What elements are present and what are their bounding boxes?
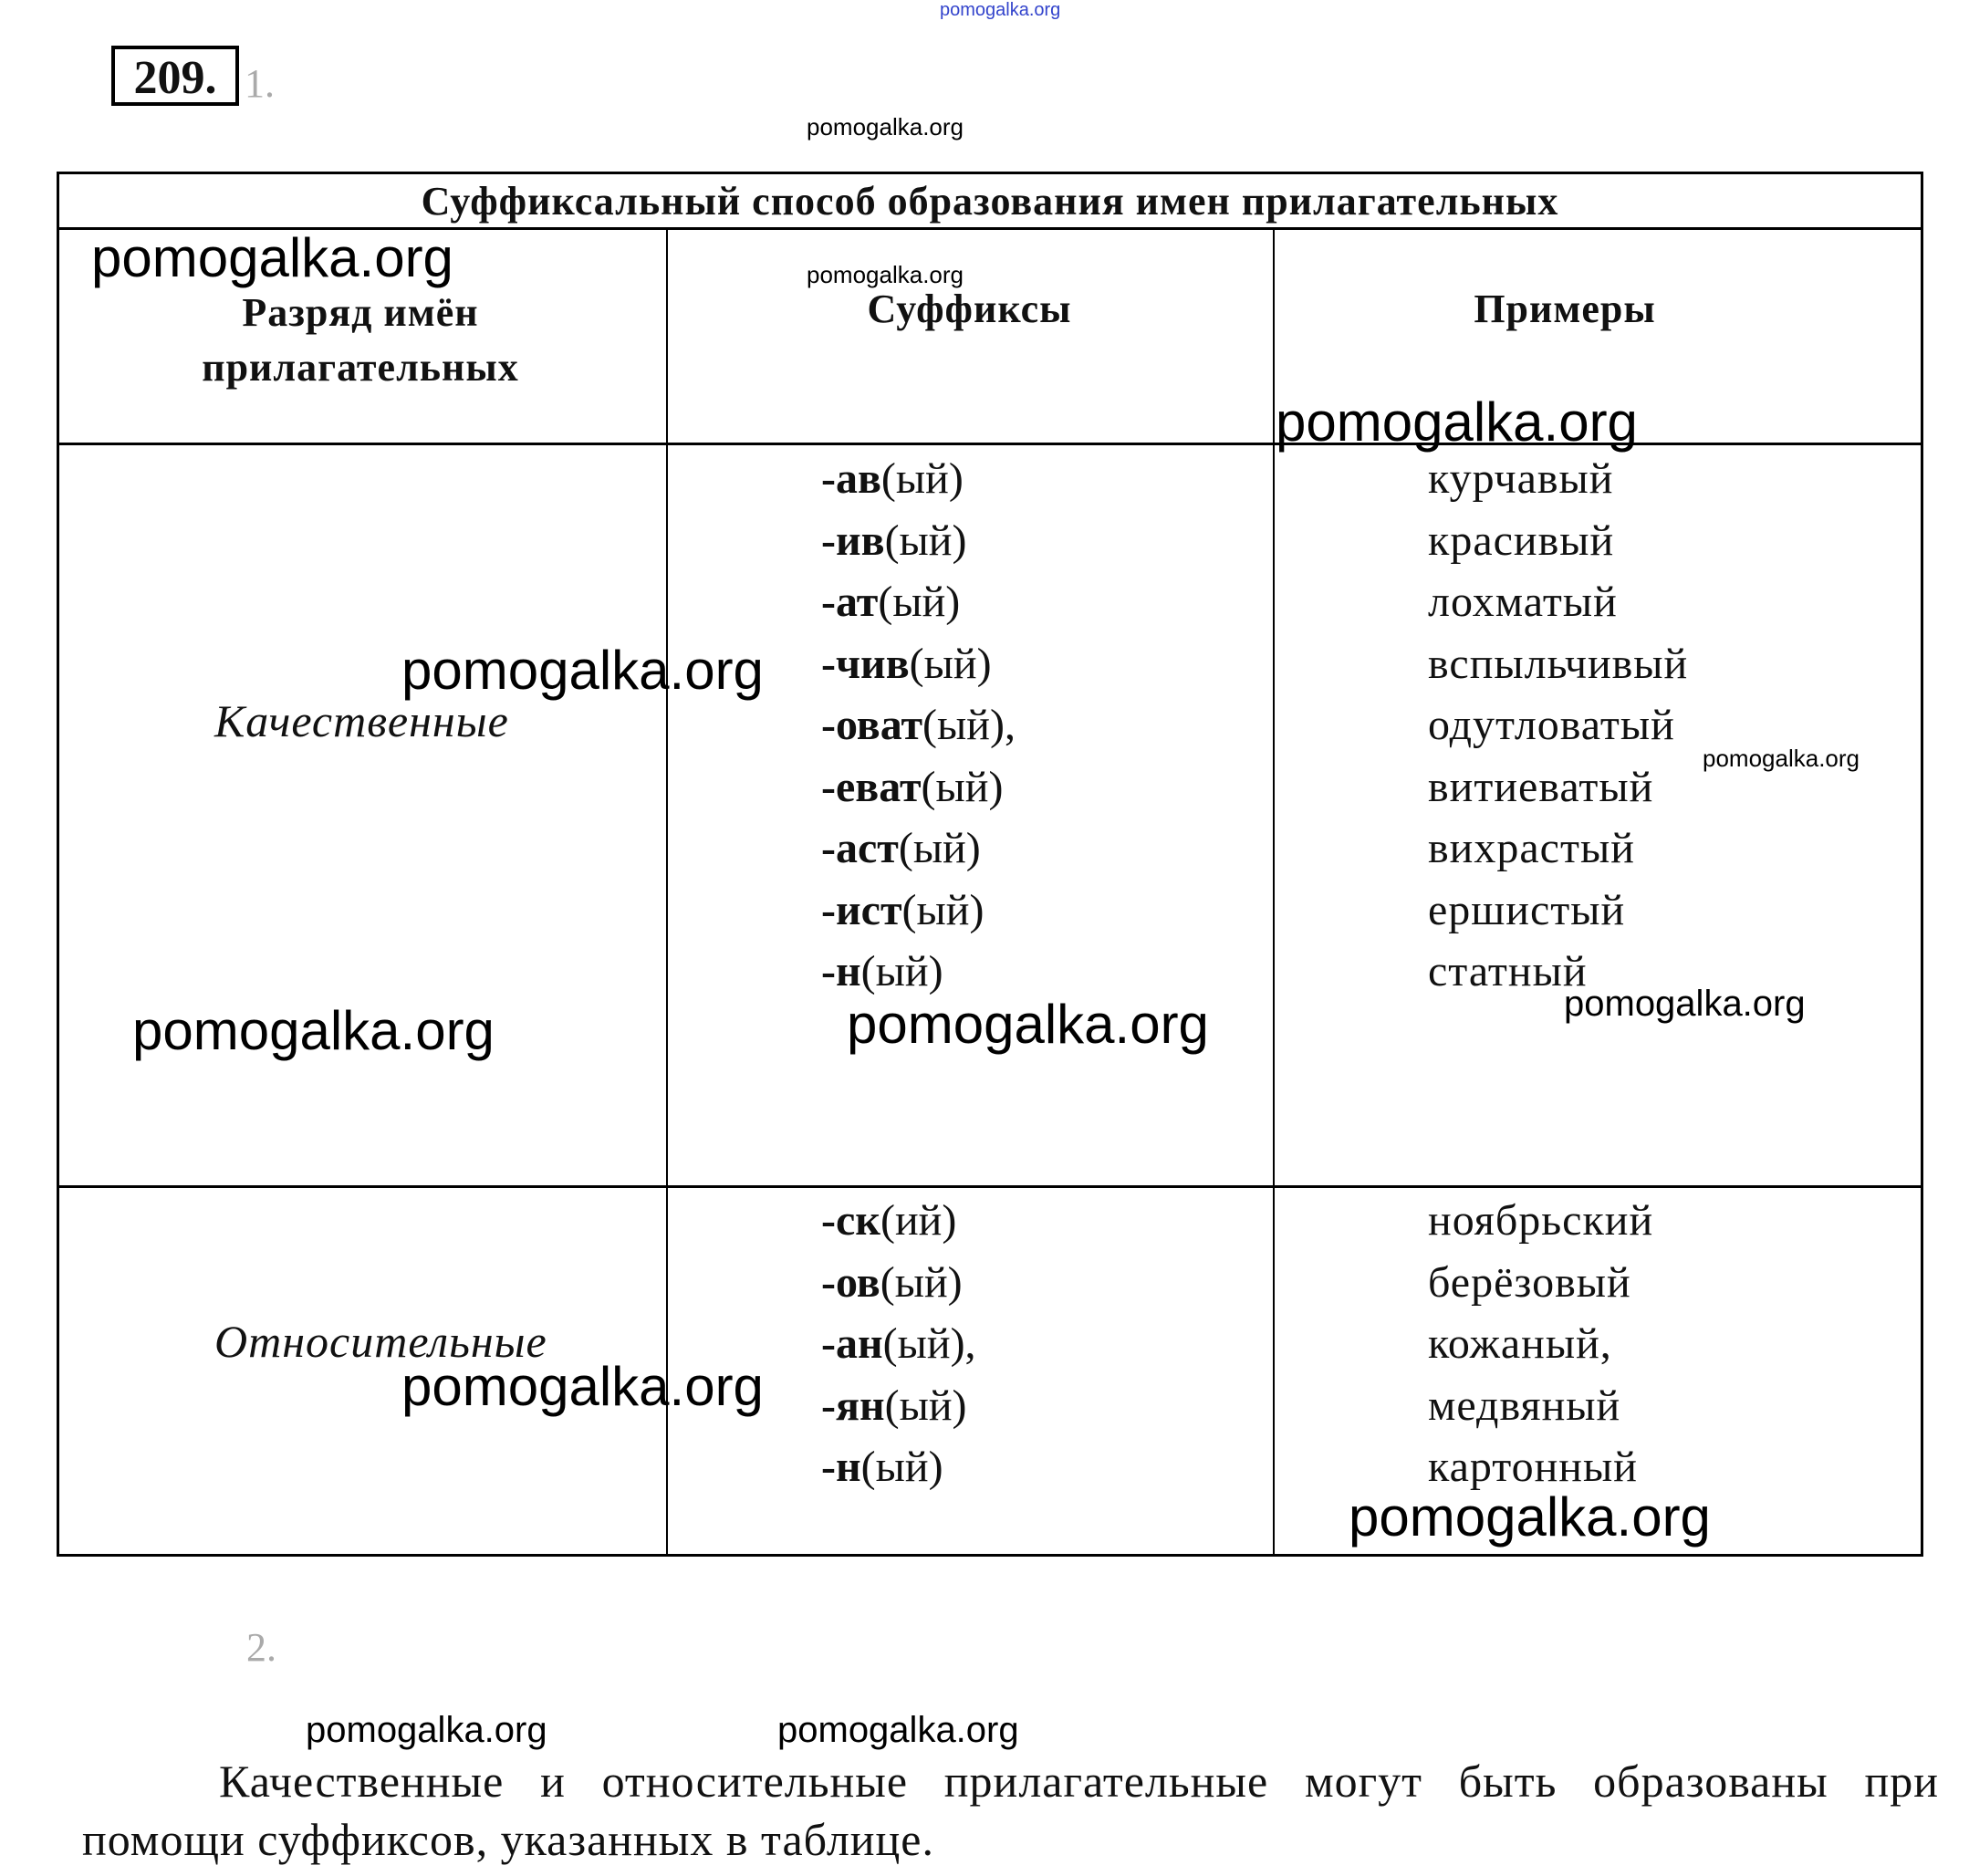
suffix-item: -еват(ый) <box>821 762 1004 811</box>
suffix-item: -аст(ый) <box>821 824 981 872</box>
example-item: кожаный, <box>1428 1319 1612 1368</box>
example-item: вихрастый <box>1428 824 1635 872</box>
suffix-table <box>57 172 1923 1557</box>
suffix-list <box>821 1190 976 1498</box>
watermark: pomogalka.org <box>777 1710 1019 1750</box>
suffix-list <box>821 448 1016 1003</box>
suffix-item: -ов(ый) <box>821 1257 963 1307</box>
example-item: картонный <box>1428 1443 1638 1491</box>
category-relative: Относительные <box>214 1316 547 1367</box>
suffix-item: -ан(ый), <box>821 1319 976 1368</box>
example-item: вспыльчивый <box>1428 639 1689 688</box>
example-item: лохматый <box>1428 578 1618 626</box>
suffix-item: -ат(ый) <box>821 578 961 626</box>
example-item: ноябрьский <box>1428 1196 1654 1245</box>
example-item: ершистый <box>1428 885 1626 934</box>
watermark: pomogalka.org <box>401 640 764 701</box>
watermark: pomogalka.org <box>807 261 964 288</box>
suffix-item: -оват(ый), <box>821 701 1016 749</box>
watermark: pomogalka.org <box>1564 984 1806 1024</box>
watermark: pomogalka.org <box>1276 391 1638 453</box>
part2-label: 2. <box>246 1625 276 1670</box>
suffix-item: -ист(ый) <box>821 885 984 934</box>
watermark: pomogalka.org <box>306 1710 547 1750</box>
watermark-top: pomogalka.org <box>940 0 1061 20</box>
suffix-item: -ск(ий) <box>821 1196 957 1245</box>
watermark: pomogalka.org <box>847 994 1209 1055</box>
table-title: Суффиксальный способ образования имен прилагательных <box>421 179 1559 224</box>
divider <box>59 443 1921 445</box>
suffix-item: -ян(ый) <box>821 1381 967 1430</box>
suffix-item: -н(ый) <box>821 1443 943 1491</box>
example-item: статный <box>1428 947 1588 995</box>
example-item: витиеватый <box>1428 762 1654 811</box>
watermark: pomogalka.org <box>401 1356 764 1417</box>
example-item: берёзовый <box>1428 1257 1631 1307</box>
suffix-item: -ив(ый) <box>821 516 967 565</box>
suffix-item: -ав(ый) <box>821 454 964 503</box>
watermark: pomogalka.org <box>1349 1486 1711 1548</box>
suffix-item: -чив(ый) <box>821 639 992 688</box>
header-suffixes: Суффиксы <box>867 287 1072 331</box>
conclusion-text: Качественные и относительные прилагательные могут быть образованы при помощи суффиксов, указанных в таблице. <box>82 1756 1939 1865</box>
watermark: pomogalka.org <box>1703 745 1860 772</box>
divider <box>59 1185 1921 1188</box>
header-category: Разряд имён прилагательных <box>202 290 519 390</box>
example-item: медвяный <box>1428 1381 1621 1430</box>
divider <box>1273 227 1275 1554</box>
example-list <box>1428 448 1688 1003</box>
example-list <box>1428 1190 1653 1498</box>
suffix-item: -н(ый) <box>821 947 943 995</box>
watermark: pomogalka.org <box>132 1000 495 1061</box>
example-item: красивый <box>1428 516 1615 565</box>
header-examples: Примеры <box>1474 287 1656 331</box>
watermark: pomogalka.org <box>807 113 964 141</box>
category-qualitative: Качественные <box>214 695 509 746</box>
example-item: одутловатый <box>1428 701 1675 749</box>
exercise-number: 209. <box>111 46 239 106</box>
watermark: pomogalka.org <box>91 227 453 288</box>
example-item: курчавый <box>1428 454 1614 503</box>
part1-label: 1. <box>245 61 275 106</box>
